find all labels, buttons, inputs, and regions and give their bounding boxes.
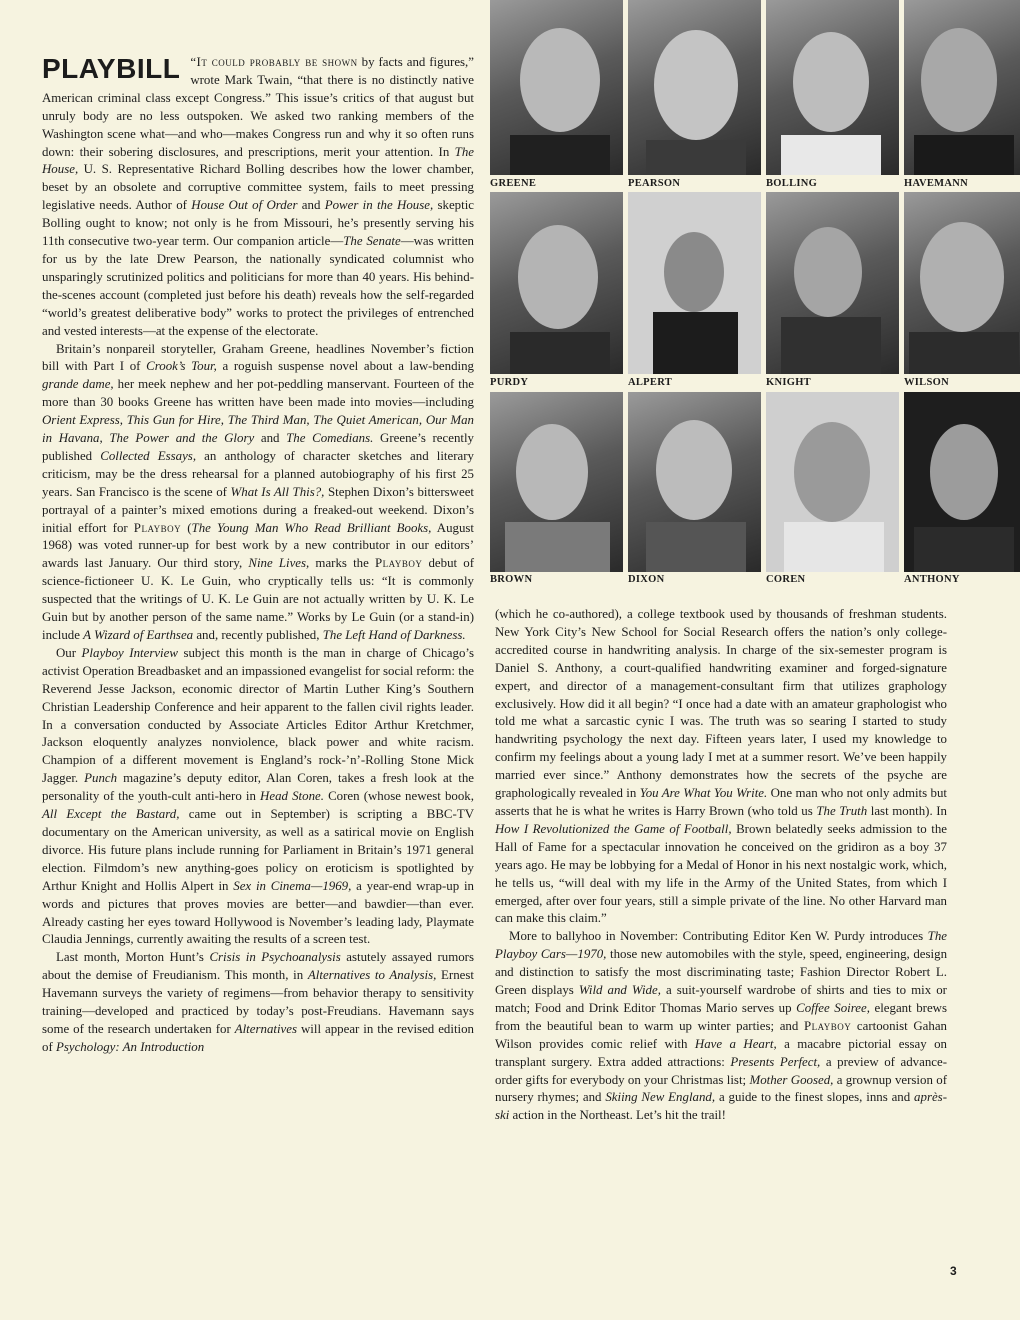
text-run: a suit-yourself wardrobe of shirts and ties to mix or match; Food and Drink Editor Thomas Mario serves up [495, 983, 947, 1015]
portrait-brown [490, 392, 623, 572]
article-title: How I Revolutionized the Game of Football, [495, 821, 732, 836]
book-title: Psychology: An Introduction [55, 1039, 205, 1054]
text-run: a grownup version of nursery rhymes; and [495, 1072, 947, 1105]
text-run: Stephen Dixon’s bittersweet portrayal of a painter’s mixed emotions during a freaked-out weekend. Dixon’s initial effort for [42, 484, 474, 535]
portrait-coren [766, 392, 899, 572]
article-title: The Senate [343, 234, 401, 249]
text-run: a preview of advance-order gifts for everybody on your Christmas list; [495, 1054, 947, 1087]
text-run: last month). In [867, 803, 947, 818]
magazine-name: Punch [84, 771, 118, 786]
article-title: You Are What You Write. [639, 786, 768, 801]
portrait-bolling [766, 0, 899, 175]
text-run: a macabre pictorial essay on transplant surgery. Extra added attractions: [495, 1036, 948, 1069]
text-run: One man who not only admits but asserts that he is what he writes is Harry Brown (who told us [495, 786, 947, 818]
caption-anthony: ANTHONY [904, 574, 960, 585]
graphology-paragraph [495, 606, 947, 928]
text-run: a roguish suspense novel about a law-bending [216, 359, 474, 374]
text-run: ( [181, 520, 192, 535]
psychoanalysis-paragraph [42, 949, 474, 1056]
italic-phrase: après-ski [495, 1090, 947, 1123]
text-run: Our [56, 645, 82, 660]
portrait-havemann [904, 0, 1020, 175]
article-title: Crook’s Tour, [146, 359, 217, 374]
playboy-smallcaps: Playboy [374, 556, 423, 571]
book-title: Power in the House, [324, 198, 434, 213]
book-title: The Comedians. [286, 431, 374, 446]
caption-coren: COREN [766, 574, 806, 585]
book-title: A Wizard of Earthsea [83, 628, 194, 642]
text-run: cartoonist Gahan Wilson provides comic relief with [495, 1018, 948, 1051]
text-run: debut of science-fictioneer U. K. Le Guin, who cryptically tells us: “It is commonly suspected that the writings of U. K. Le Guin are not actually written by U. K. Le Guin but by another person of the same name.” Works by Le Guin (or a stand-in) include [42, 556, 475, 642]
book-title: The Left Hand of Darkness. [322, 628, 466, 642]
text-run: elegant brews from the beautiful bean to warm up winter parties; and [495, 1000, 947, 1033]
feature-title: Coffee Soiree, [796, 1000, 870, 1015]
text-run: astutely assayed rumors about the demise of Freudianism. This month, in [42, 950, 474, 983]
caption-brown: BROWN [490, 574, 533, 585]
portrait-purdy [490, 192, 623, 374]
feature-title: Presents Perfect, [730, 1054, 821, 1069]
playboy-smallcaps: Playboy [133, 520, 182, 535]
book-title: House Out of Order [191, 198, 298, 213]
portrait-alpert [628, 192, 761, 374]
text-run: Last month, Morton Hunt’s [56, 950, 210, 965]
article-title: The Truth [816, 803, 868, 818]
caption-bolling: BOLLING [766, 178, 818, 189]
text-run: a year-end wrap-up in words and pictures that proves movies are better—and bawdier—than ever. Already casting her eyes toward Hollywood is November’s leading lady, Playmate Claudia Jennings, currently awaiting the results of a screen test. [42, 878, 474, 947]
text-run: an anthology of character sketches and literary criticism, may be the dress rehearsal for a planned autobiography of his first 25 years. San Francisco is the scene of [42, 448, 474, 499]
ballyhoo-paragraph [495, 928, 947, 1125]
caption-wilson: WILSON [904, 377, 949, 388]
article-title: The Young Man Who Read Brilliant Books, [191, 520, 432, 535]
feature-title: Playboy Interview [81, 645, 178, 660]
text-run: Brown belatedly seeks admission to the Hall of Fame for a spectacular innovation he conceived on the gridiron as a boy 37 years ago. He may be lobbying for a Medal of Honor in his next nostalgic work, which, he tells us, “will deal with my life in the Army of the United States, from which I emerged, after over four years, still a simple private of the line. No other Harvard man can make this claim.” [495, 821, 947, 926]
text-run: Britain’s nonpareil storyteller, Graham Greene, headlines November’s fiction bill with Part I of [42, 341, 474, 374]
feature-title: Have a Heart, [694, 1036, 777, 1051]
italic-phrase: grande dame, [42, 377, 114, 392]
text-run: came out in September) is scripting a BBC-TV documentary on the American university, as well as a satirical movie on English divorce. His future plans include running for Parliament in Britain’s 1971 general election. Filmdom’s new anything-goes policy on eroticism is spotlighted by Arthur Knight and Hollis Alpert in [42, 807, 474, 893]
text-run: her meek nephew and her pot-peddling manservant. Fourteen of the more than 30 books Greene has written have been made into movies—including [42, 377, 474, 410]
portrait-greene [490, 0, 623, 175]
feature-title: Skiing New England, [605, 1090, 716, 1105]
text-run: Ernest Havemann surveys the variety of regimens—from behavior therapy to sensitivity training—developed and practiced by today’s post-Freudians. Havemann says some of the research undertaken for [42, 968, 474, 1036]
portrait-dixon [628, 392, 761, 572]
article-title: What Is All This?, [230, 484, 325, 499]
fiction-paragraph [42, 341, 474, 645]
text-run: and, recently published, [193, 628, 323, 642]
feature-title: Sex in Cinema—1969, [233, 878, 352, 893]
caption-alpert: ALPERT [628, 377, 673, 388]
article-title: Crisis in Psychoanalysis [209, 950, 341, 965]
text-run: U. S. Representative Richard Bolling describes how the lower chamber, beset by an obsolete and corruptive committee system, fails to meet pressing legislative needs. Author of [42, 162, 474, 213]
article-title: The House, [42, 144, 474, 177]
text-run: Coren (whose newest book, [323, 789, 474, 804]
article-title: Alternatives [234, 1021, 298, 1036]
text-run: a guide to the finest slopes, inns and [715, 1090, 915, 1105]
intro-paragraph [42, 54, 474, 341]
portrait-knight [766, 192, 899, 374]
text-run: August 1968) was voted runner-up for best work by a new contributor in our editors’ awards last January. Our third story, [42, 520, 475, 571]
interview-paragraph [42, 645, 474, 949]
text-run: skeptic Bolling ought to know; not only is he from Missouri, he’s presently serving his 11th consecutive two-year term. Our companion article— [42, 198, 474, 249]
text-run: by facts and figures,” wrote Mark Twain, “that there is no distinctly native American criminal class except Congress.” This issue’s critics of that august but unruly body are no less outspoken. We asked two ranking members of the Washington scene what—and who—makes Congress run and why it so often runs down: their sobering disclosures, and prescriptions, merit your attention. In [42, 55, 475, 159]
article-title: Alternatives to Analysis, [307, 968, 437, 983]
text-run: subject this month is the man in charge of Chicago’s activist Operation Breadbasket and an impassioned evangelist for social reform: the Reverend Jesse Jackson, economic director of Martin Luther King’s Southern Christian Leadership Conference and heir apparent to the fallen civil rights leader. In a conversation conducted by Associate Articles Editor Arthur Kretchmer, Jackson eloquently analyzes nonviolence, black power and white racism. Champion of a different movement is England’s rock-’n’-Rolling Stone Mick Jagger. [42, 645, 474, 786]
feature-title: The Playboy Cars—1970, [495, 929, 947, 962]
playbill-masthead: PLAYBILL [42, 53, 181, 84]
book-titles: Orient Express, This Gun for Hire, The Third Man, The Quiet American, Our Man in Havana, The Power and the Glory [42, 413, 474, 446]
caption-purdy: PURDY [490, 377, 529, 388]
book-title: All Except the Bastard, [42, 807, 180, 822]
text-run: and [297, 198, 325, 213]
caption-pearson: PEARSON [628, 178, 681, 189]
caption-greene: GREENE [490, 178, 537, 189]
text-run: (which he co-authored), a college textbook used by thousands of freshman students. New York City’s New School for Social Research offers the nation’s only college-accredited course in handwriting analysis. In charge of the six-semester program is Daniel S. Anthony, a court-qualified handwriting examiner and forged-signature expert, and director of a management-consultant firm that utilizes graphology exclusively. How did it all begin? “I once had a date with an amateur graphologist who told me what a sarcastic cynic I was. The truth was so searing I started to study handwriting psychology the next day. Fifteen years later, I used my knowledge to confirm my feelings about a young lady I met at a summer resort. We’ve been happily married ever since.” Anthony demonstrates how the secrets of the psyche are graphologically revealed in [495, 607, 947, 801]
portrait-pearson [628, 0, 761, 175]
book-title: Collected Essays, [100, 448, 197, 463]
caption-knight: KNIGHT [766, 377, 811, 388]
portrait-anthony [904, 392, 1020, 572]
text-run: marks the [309, 556, 375, 571]
feature-title: Wild and Wide, [578, 983, 661, 998]
text-run: magazine’s deputy editor, Alan Coren, takes a fresh look at the personality of the youth-cult anti-hero in [42, 771, 474, 804]
text-run: and [254, 431, 287, 446]
text-run: Greene’s recently published [42, 431, 475, 463]
left-column [42, 54, 474, 1057]
caption-havemann: HAVEMANN [904, 178, 969, 189]
feature-title: Mother Goosed, [749, 1072, 834, 1087]
caption-dixon: DIXON [628, 574, 665, 585]
playboy-smallcaps: Playboy [803, 1018, 852, 1033]
article-title: Head Stone. [260, 789, 324, 804]
page-number: 3 [950, 1264, 957, 1278]
text-run: those new automobiles with the style, speed, engineering, design and distinction to satisfy the most discriminating taste; Fashion Director Robert L. Green displays [495, 947, 948, 998]
text-run: More to ballyhoo in November: Contributing Editor Ken W. Purdy introduces [509, 929, 928, 944]
right-column [495, 606, 947, 1125]
text-run: —was written for us by the late Drew Pearson, the nationally syndicated columnist who unsparingly scrutinized politics and politicians for more than 40 years. His behind-the-scenes account (completed just before his death) reveals how the self-regarded “world’s greatest deliberative body” works to protect the privileges of entrenched and vested interests—at the expense of the electorate. [42, 234, 474, 338]
article-title: Nine Lives, [248, 556, 310, 571]
intro-smallcaps: “It could probably be shown [190, 55, 358, 69]
text-run: action in the Northeast. Let’s hit the trail! [509, 1108, 726, 1123]
portrait-grid [490, 0, 1020, 590]
portrait-wilson [904, 192, 1020, 374]
text-run: will appear in the revised edition of [42, 1021, 474, 1054]
